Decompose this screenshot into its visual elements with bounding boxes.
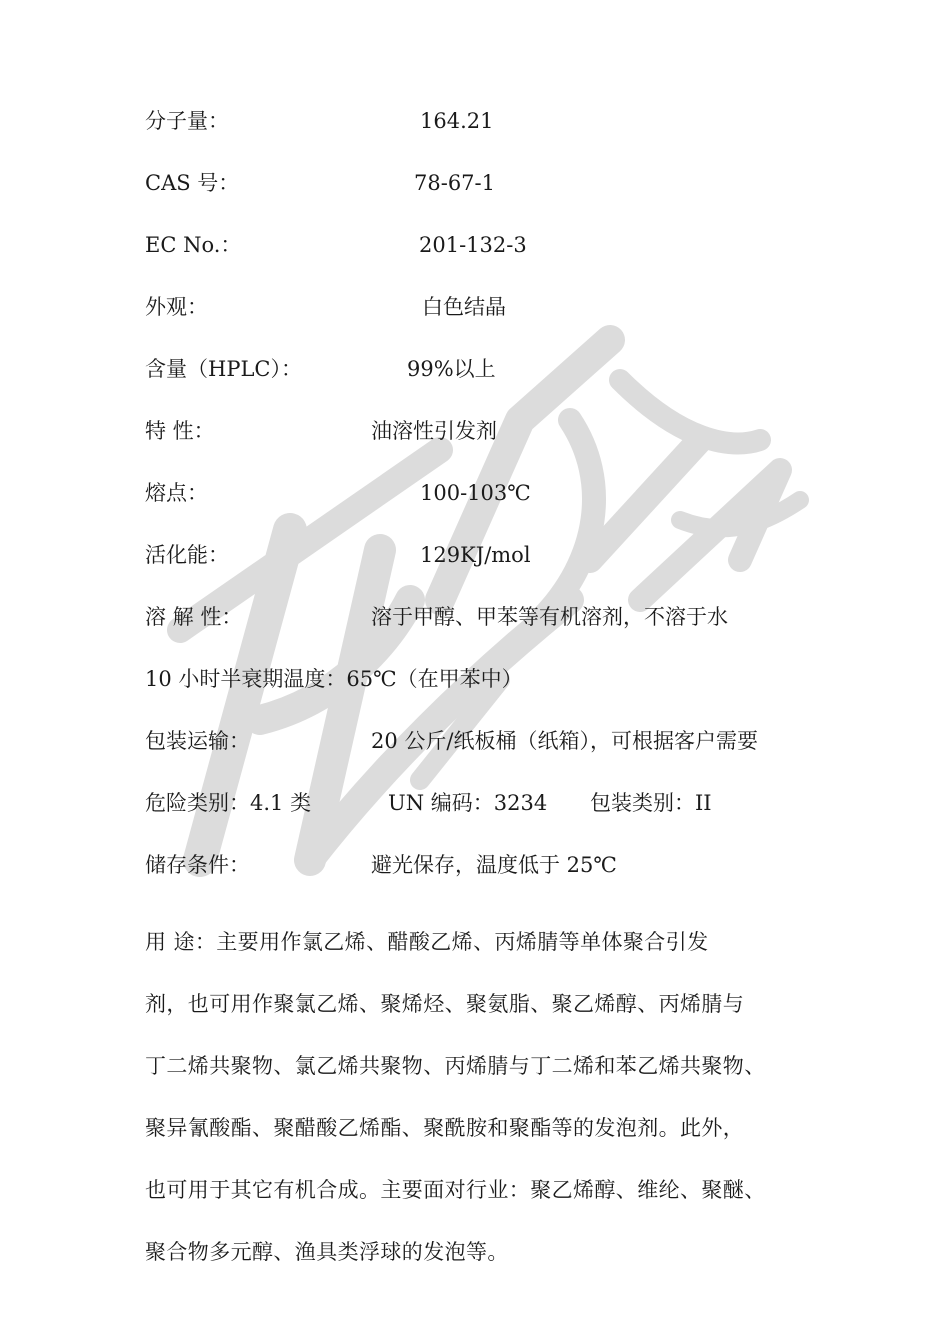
row-label: 溶 解 性： bbox=[145, 605, 243, 629]
row-label: 活化能： bbox=[145, 543, 229, 567]
row-value: 油溶性引发剂 bbox=[371, 419, 497, 443]
row-label: 熔点： bbox=[145, 481, 208, 505]
row-value: 溶于甲醇、甲苯等有机溶剂，不溶于水 bbox=[371, 605, 728, 629]
row-label: 储存条件： bbox=[145, 853, 250, 877]
row-label: EC No.： bbox=[145, 233, 242, 257]
row-label: 特 性： bbox=[145, 419, 215, 443]
row-value: 100-103℃ bbox=[420, 481, 531, 505]
usage-line: 聚异氰酸酯、聚醋酸乙烯酯、聚酰胺和聚酯等的发泡剂。此外， bbox=[145, 1116, 745, 1140]
row-value: 164.21 bbox=[420, 109, 494, 133]
un-code: UN 编码：3234 bbox=[388, 791, 548, 815]
row-value: 78-67-1 bbox=[414, 171, 495, 195]
usage-line: 也可用于其它有机合成。主要面对行业：聚乙烯醇、维纶、聚醚、 bbox=[145, 1178, 766, 1202]
usage-line: 聚合物多元醇、渔具类浮球的发泡等。 bbox=[145, 1240, 509, 1264]
row-label: 包装运输： bbox=[145, 729, 250, 753]
usage-line: 丁二烯共聚物、氯乙烯共聚物、丙烯腈与丁二烯和苯乙烯共聚物、 bbox=[145, 1054, 766, 1078]
row-value: 20 公斤/纸板桶（纸箱），可根据客户需要 bbox=[371, 729, 758, 753]
row-value: 129KJ/mol bbox=[420, 543, 531, 567]
usage-paragraph bbox=[145, 911, 825, 1283]
usage-line: 剂，也可用作聚氯乙烯、聚烯烃、聚氨脂、聚乙烯醇、丙烯腈与 bbox=[145, 992, 745, 1016]
row-label: 危险类别：4.1 类 bbox=[145, 791, 312, 815]
row-label: 分子量： bbox=[145, 109, 229, 133]
row-value: 避光保存，温度低于 25℃ bbox=[371, 853, 617, 877]
row-label: 外观： bbox=[145, 295, 208, 319]
row-value: 白色结晶 bbox=[422, 295, 506, 319]
row-label: 10 小时半衰期温度：65℃（在甲苯中） bbox=[145, 667, 523, 691]
usage-line: 用 途：主要用作氯乙烯、醋酸乙烯、丙烯腈等单体聚合引发 bbox=[145, 930, 709, 954]
row-value: 201-132-3 bbox=[419, 233, 527, 257]
row-label: 含量（HPLC）： bbox=[145, 357, 302, 381]
row-value: 99%以上 bbox=[407, 357, 496, 381]
packing-group: 包装类别：II bbox=[590, 791, 712, 815]
row-label: CAS 号： bbox=[145, 171, 240, 195]
